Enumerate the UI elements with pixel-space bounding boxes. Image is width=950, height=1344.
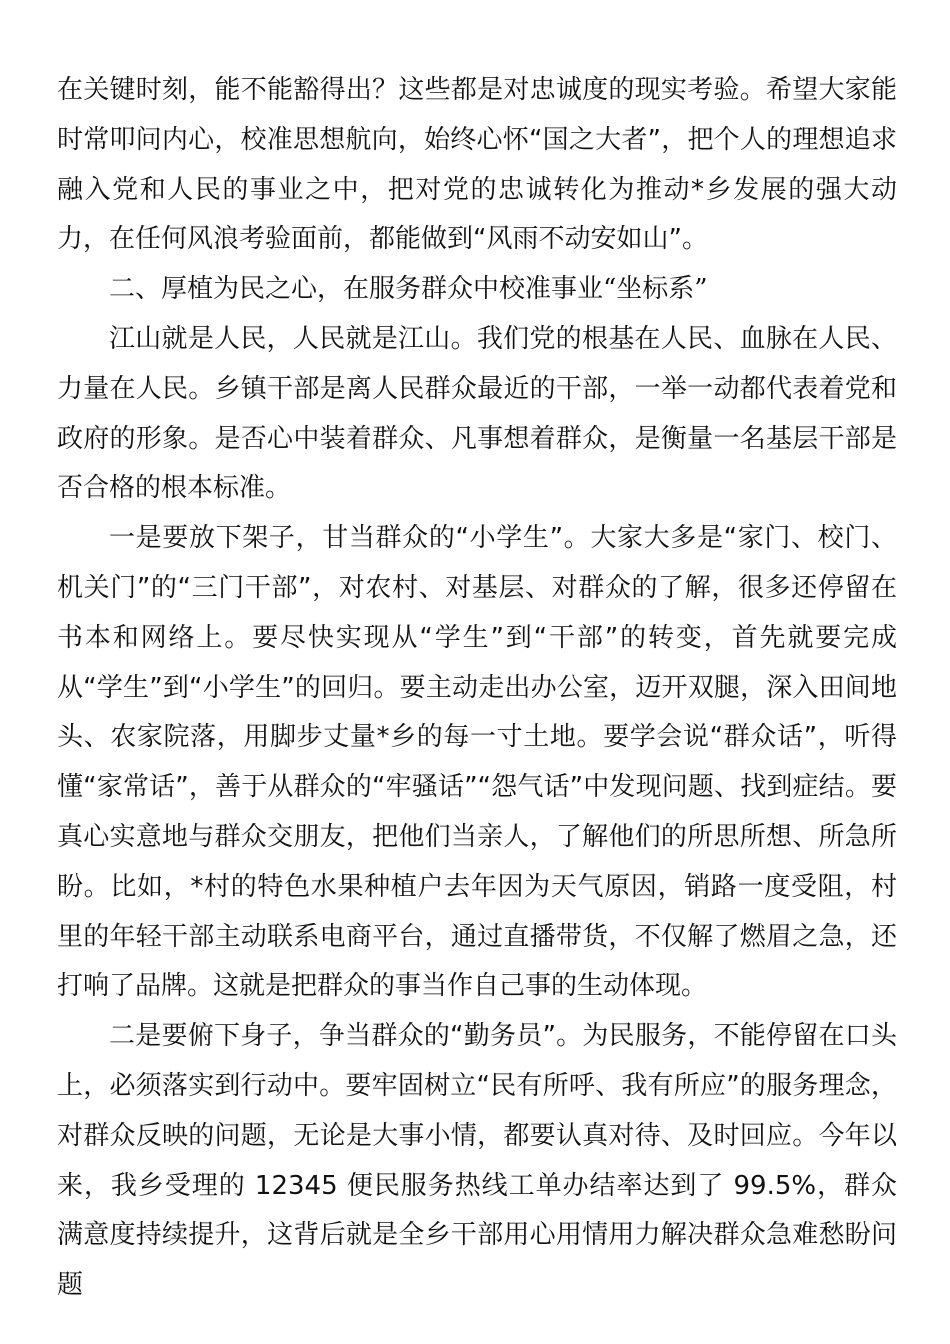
paragraph-point-two: 二是要俯下身子，争当群众的“勤务员”。为民服务，不能停留在口头上，必须落实到行动中。要牢固树立“民有所呼、我有所应”的服务理念，对群众反映的问题，无论是大事小情，都要认真对待、及时回应。今年以来，我乡受理的 12345 便民服务热线工单办结率达到了 99.5%，群众满意度持续提升，这背后就是全乡干部用心用情用力解决群众急难愁盼问题 [57, 1021, 897, 1301]
paragraph-point-one: 一是要放下架子，甘当群众的“小学生”。大家大多是“家门、校门、机关门”的“三门干部”，对农村、对基层、对群众的了解，很多还停留在书本和网络上。要尽快实现从“学生”到“干部”的转变，首先就要完成从“学生”到“小学生”的回归。要主动走出办公室，迈开双腿，深入田间地头、农家院落，用脚步丈量*乡的每一寸土地。要学会说“群众话”，听得懂“家常话”，善于从群众的“牢骚话”“怨气话”中发现问题、找到症结。要真心实意地与群众交朋友，把他们当亲人，了解他们的所思所想、所急所盼。比如，*村的特色水果种植户去年因为天气原因，销路一度受阻，村里的年轻干部主动联系电商平台，通过直播带货，不仅解了燃眉之急，还打响了品牌。这就是把群众的事当作自己事的生动体现。 [57, 523, 897, 1002]
paragraph-continuation: 在关键时刻，能不能豁得出？这些都是对忠诚度的现实考验。希望大家能时常叩问内心，校准思想航向，始终心怀“国之大者”，把个人的理想追求融入党和人民的事业之中，把对党的忠诚转化为推动*乡发展的强大动力，在任何风浪考验面前，都能做到“风雨不动安如山”。 [57, 75, 897, 255]
document-body [57, 66, 897, 1311]
paragraph-people: 江山就是人民，人民就是江山。我们党的根基在人民、血脉在人民、力量在人民。乡镇干部是离人民群众最近的干部，一举一动都代表着党和政府的形象。是否心中装着群众、凡事想着群众，是衡量一名基层干部是否合格的根本标准。 [57, 323, 897, 504]
section-heading: 二、厚植为民之心，在服务群众中校准事业“坐标系” [109, 274, 708, 305]
